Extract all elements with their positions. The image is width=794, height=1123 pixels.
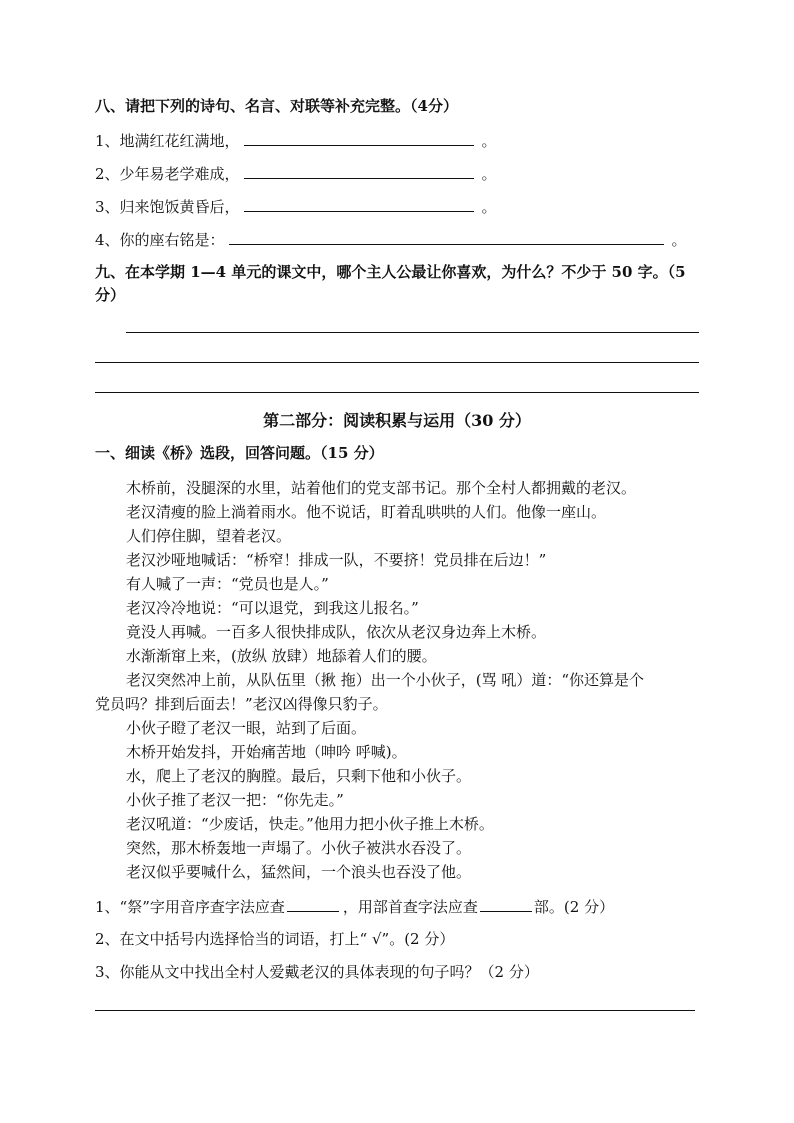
q8-item-1-prefix: 1、地满红花红满地， [95, 132, 240, 150]
passage-line-13: 小伙子推了老汉一把：“你先走。” [126, 791, 344, 809]
q8-item-1-blank[interactable] [244, 130, 474, 146]
passage-line-9: 老汉突然冲上前，从队伍里（揪 拖）出一个小伙子，(骂 吼）道：“你还算是个 [126, 671, 645, 689]
q8-item-2-blank[interactable] [244, 163, 474, 179]
passage-line-5: 有人喊了一声：“党员也是人。” [126, 575, 329, 593]
question-2: 2、在文中括号内选择恰当的词语，打上“ √”。(2 分） [95, 930, 455, 948]
passage-line-2: 老汉清瘦的脸上淌着雨水。他不说话，盯着乱哄哄的人们。他像一座山。 [126, 503, 607, 521]
q8-item-4-blank[interactable] [229, 229, 664, 245]
passage-line-14: 老汉吼道：“少废话，快走。”他用力把小伙子推上木桥。 [126, 815, 494, 833]
passage-line-1: 木桥前，没腿深的水里，站着他们的党支部书记。那个全村人都拥戴的老汉。 [126, 479, 637, 497]
passage-line-10: 小伙子瞪了老汉一眼，站到了后面。 [126, 719, 367, 737]
q8-item-3-blank[interactable] [244, 196, 474, 212]
section1-heading: 一、细读《桥》选段，回答问题。（15 分） [95, 444, 384, 462]
question-1-part-c: 部。(2 分） [533, 898, 615, 916]
passage-line-15: 突然，那木桥轰地一声塌了。小伙子被洪水吞没了。 [126, 839, 472, 857]
question-1-blank-b[interactable] [480, 896, 532, 912]
question-3: 3、你能从文中找出全村人爱戴老汉的具体表现的句子吗？（2 分） [95, 963, 539, 981]
question-1-part-b: ，用部首查字法应查 [342, 898, 478, 916]
passage-line-9-cont: 党员吗？排到后面去！”老汉凶得像只豹子。 [95, 695, 388, 713]
q8-item-1 [95, 130, 497, 151]
question-1 [95, 896, 614, 917]
q8-item-4-suffix: 。 [671, 231, 687, 249]
q8-item-2 [95, 163, 497, 184]
q8-item-3-suffix: 。 [481, 198, 497, 216]
passage-line-16: 老汉似乎要喊什么，猛然间，一个浪头也吞没了他。 [126, 863, 472, 881]
passage-line-8: 水渐渐窜上来，(放纵 放肆）地舔着人们的腰。 [126, 647, 437, 665]
part2-title: 第二部分：阅读积累与运用（30 分） [263, 411, 531, 430]
q8-item-3 [95, 196, 497, 217]
passage-line-12: 水，爬上了老汉的胸膛。最后，只剩下他和小伙子。 [126, 767, 472, 785]
q8-item-4 [95, 229, 687, 250]
q9-heading-line1: 九、在本学期 1—4 单元的课文中，哪个主人公最让你喜欢，为什么？不少于 50 字。（5 [95, 263, 686, 281]
question-1-blank-a[interactable] [287, 896, 339, 912]
passage-line-7: 竟没人再喊。一百多人很快排成队，依次从老汉身边奔上木桥。 [126, 623, 547, 641]
passage-line-6: 老汉冷冷地说：“可以退党，到我这儿报名。” [126, 599, 419, 617]
q8-item-2-suffix: 。 [481, 165, 497, 183]
passage-line-3: 人们停住脚，望着老汉。 [126, 527, 292, 545]
q8-item-2-prefix: 2、少年易老学难成， [95, 165, 240, 183]
passage-line-11: 木桥开始发抖，开始痛苦地（呻吟 呼喊)。 [126, 743, 407, 761]
q9-heading-line2: 分） [95, 286, 126, 304]
q8-item-4-prefix: 4、你的座右铭是： [95, 231, 225, 249]
q8-item-1-suffix: 。 [481, 132, 497, 150]
q9-answer-line-2[interactable] [95, 362, 699, 363]
question-3-answer-line[interactable] [95, 1010, 695, 1011]
q9-answer-line-3[interactable] [95, 392, 699, 393]
passage-line-4: 老汉沙哑地喊话：“桥窄！排成一队，不要挤！党员排在后边！” [126, 551, 547, 569]
q8-item-3-prefix: 3、归来饱饭黄昏后， [95, 198, 240, 216]
question-1-part-a: 1、“祭”字用音序查字法应查 [95, 898, 285, 916]
q9-answer-line-1[interactable] [126, 332, 699, 333]
q8-heading: 八、请把下列的诗句、名言、对联等补充完整。（4分） [95, 97, 458, 115]
